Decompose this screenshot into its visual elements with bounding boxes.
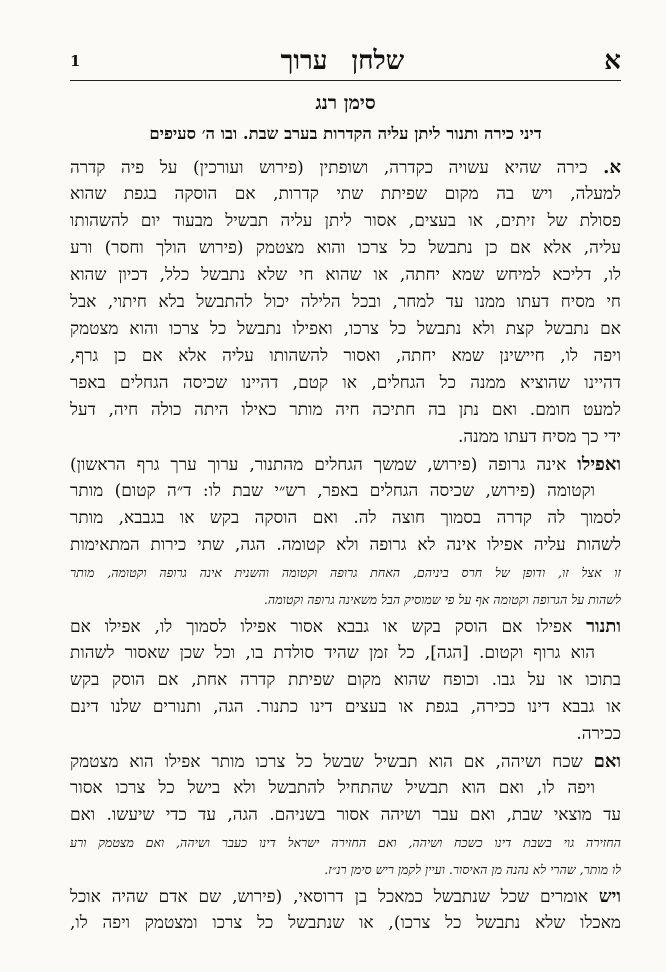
paragraph-lead-word: ותנור (586, 616, 621, 637)
book-title (281, 46, 405, 76)
text-line: עליה, אלא אם כן נתבשל כל צרכו והוא מצטמק (פירוש הולך וחסר) ורע (70, 238, 621, 258)
text-line: ואם שכח ושיהה, אם הוא תבשיל שבשל כל צרכו מותר אפילו הוא מצטמק (70, 751, 621, 772)
text-line: חי מסיח דעתו ממנו עד למחר, ובכל הלילה יכול להתבשל בלא חיתוי, אבל (70, 292, 621, 312)
text-line: למעט חומם. ואם נתן בה חתיכה חיה מותר כאילו היתה כולה חיה, דעל (70, 400, 621, 420)
siman-title: סימן רנג (315, 92, 376, 114)
book-title-word-1: שלחן (351, 46, 405, 76)
running-header (70, 44, 621, 78)
text-line: אם נתבשל קצת ולא נתבשל כל צרכו, ואפילו נתבשל כל צרכו והוא מצטמק (70, 319, 621, 339)
body-text (70, 154, 621, 937)
paragraph-lead-word: ואפילו (577, 454, 621, 475)
text-line: בתוכו או על גבו. וכופח שהוא מקום שפיתת קדרה אחת, אם הוסק בקש (70, 670, 621, 690)
text-line: הוא גרוף וקטום. [הגה], כל זמן שהיד סולדת בו, וכל שכן שאסור לשהות (70, 643, 595, 663)
text-line: לו מותר, שהרי לא נהנה מן האיסור. ועיין לקמן ריש סימן רנ״ז. (324, 862, 621, 877)
paragraph-lead-word: ואם (593, 751, 621, 772)
text-line: זו אצל זו, ודופן של חרס ביניהם, האחת גרופה וקטומה והשנית אינה גרופה וקטומה, מותר (70, 565, 621, 580)
text-line: או גבבא דינו ככירה, בגפת או בעצים דינו כתנור. הגה, ותנורים שלנו דינם (70, 697, 621, 717)
text-line: לשהות על הגרופה וקטומה אף על פי שמוסיק הבל משאינה גרופה וקטומה. (263, 592, 621, 607)
text-line: וקטומה (פירוש, שכיסה הגחלים באפר, רש״י שבת לו: ד״ה קטום) מותר (70, 481, 595, 501)
text-line: ויש אומרים שכל שנתבשל כמאכל בן דרוסאי, (פירוש, שם אדם שהיה אוכל (70, 886, 621, 907)
text-line: החזירה גוי בשבת דינו כשכח ושיהה, ואם החזירה ישראל דינו כעבר ושיהה, ואם מצטמק ורע (70, 835, 621, 850)
text-line: ויפה לו, חיישינן שמא יחתה, ואסור להשהותו עליה אלא אם כן גרף, (70, 346, 621, 366)
book-title-word-2: ערוך (280, 46, 328, 76)
paragraph-lead-word: א. (603, 157, 621, 178)
header-rule (70, 80, 621, 81)
text-line: לו, דליכא למיחש שמא יחתה, או שהוא חי שלא נתבשל כלל, דכיון שהוא (70, 265, 621, 285)
text-line: ותנור אפילו אם הוסק בקש או גבבא אסור אפילו לסמוך לו, אפילו אם (70, 616, 621, 637)
text-line: מאכלו שלא נתבשל כל צרכו), או שנתבשל כל צרכו ומצטמק ויפה לו, (70, 913, 621, 933)
text-line: א. כירה שהיא עשויה כקדרה, ושופתין (פירוש ועורכין) על פיה קדרה (70, 157, 621, 178)
text-line: למעלה, ויש בה מקום שפיתת שתי קדרות, אם הוסקה בגפת שהוא (70, 184, 621, 204)
text-line: ידי כך מסיח דעתו ממנה. (457, 427, 621, 447)
text-line: עד מוצאי שבת, ואם עבר ושיהה אסור בשניהם. הגה, עד כדי שיעשו. ואם (70, 805, 621, 825)
siman-subtitle: דיני כירה ותנור ליתן עליה הקדרות בערב שבת. ובו ה׳ סעיפים (149, 124, 542, 143)
text-line: דהיינו שהוציא ממנה כל הגחלים, או קטם, דהיינו שכיסה הגחלים באפר (70, 373, 621, 393)
text-line: לסמוך לה קדרה בסמוך חוצה לה. ואם הוסקה בקש או בגבבא, מותר (70, 508, 621, 528)
text-line: ככירה. (576, 724, 621, 744)
text-line: ואפילו אינה גרופה (פירוש, שמשך הגחלים מהתנור, ערוך ערך גרף הראשון) (70, 454, 621, 475)
paragraph-lead-word: ויש (598, 886, 621, 907)
page-number: 1 (70, 52, 81, 70)
volume-letter: א (604, 46, 621, 76)
text-line: ויפה לו, ואם הוא תבשיל שהתחיל להתבשל ולא בישל כל צרכו אסור (70, 778, 595, 798)
text-line: פסולת של זיתים, או בעצים, אסור ליתן עליה תבשיל מבעוד יום להשהותו (70, 211, 621, 231)
text-line: לשהות עליה אפילו אינה לא גרופה ולא קטומה. הגה, שתי כירות המתאימות (70, 535, 621, 555)
